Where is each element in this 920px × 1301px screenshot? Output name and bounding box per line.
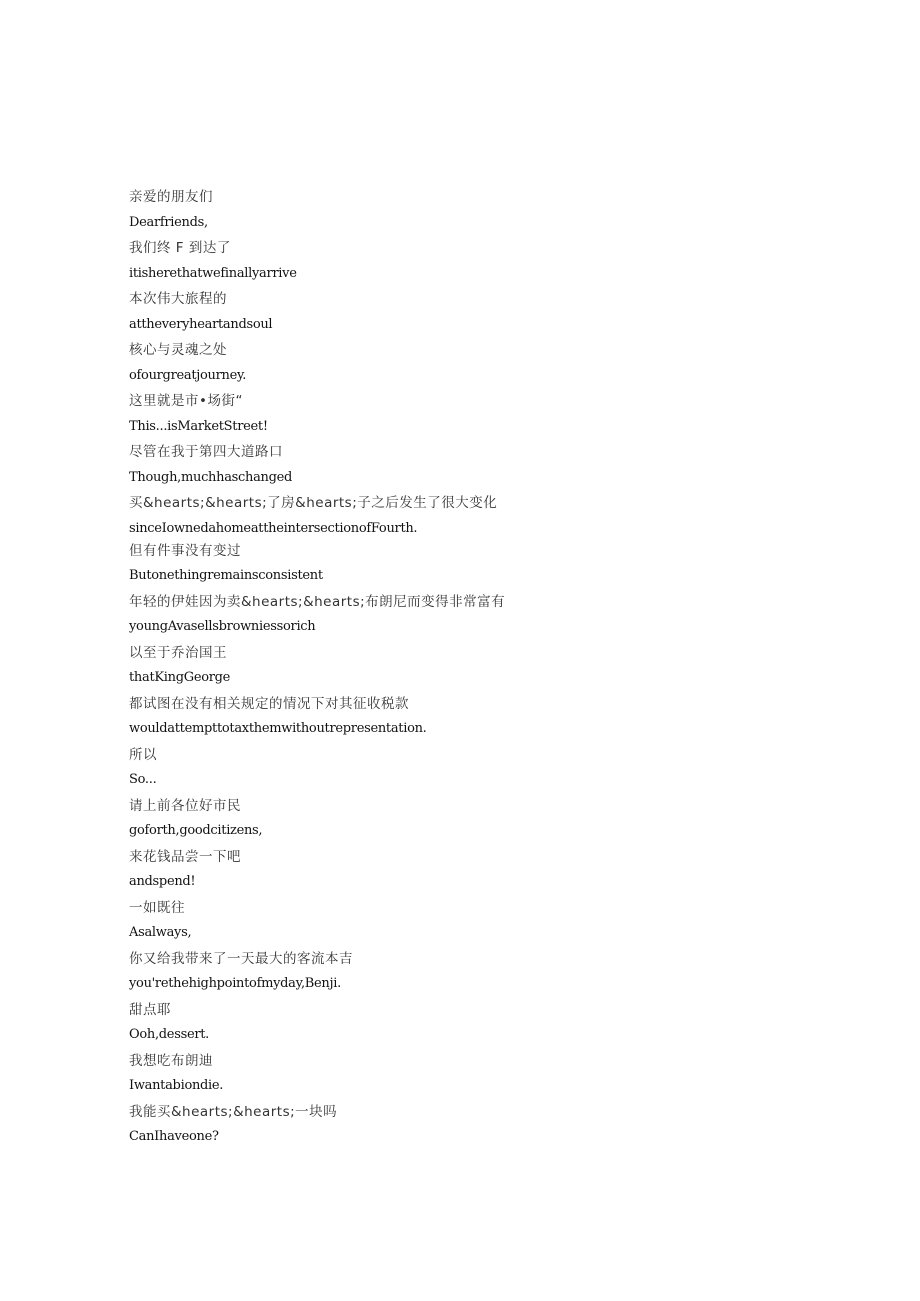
subtitle-line-en: So... bbox=[129, 772, 157, 787]
subtitle-line-zh: 你又给我带来了一天最大的客流本吉 bbox=[129, 950, 353, 967]
subtitle-line-en: Butonethingremainsconsistent bbox=[129, 568, 323, 583]
subtitle-line-zh: 本次伟大旅程的 bbox=[129, 291, 227, 307]
subtitle-line-en: sinceIownedahomeattheintersectionofFourth. bbox=[129, 520, 418, 536]
subtitle-line-en: attheveryheartandsoul bbox=[129, 316, 273, 332]
subtitle-line-en: Iwantabiondie. bbox=[129, 1078, 224, 1093]
subtitle-line-zh: 我能买&hearts;&hearts;一块吗 bbox=[129, 1103, 338, 1120]
subtitle-line-zh: 但有件事没有变过 bbox=[129, 542, 241, 559]
subtitle-line-en: wouldattempttotaxthemwithoutrepresentation. bbox=[129, 721, 427, 736]
subtitle-line-zh: 年轻的伊娃因为卖&hearts;&hearts;布朗尼而变得非常富有 bbox=[129, 593, 506, 610]
subtitle-line-zh: 核心与灵魂之处 bbox=[129, 342, 227, 358]
document-page bbox=[129, 186, 829, 1152]
subtitle-line-zh: 甜点耶 bbox=[129, 1001, 171, 1018]
subtitle-line-en: youngAvasellsbrowniessorich bbox=[129, 619, 316, 634]
subtitle-line-en: This...isMarketStreet! bbox=[129, 418, 268, 434]
subtitle-line-zh: 我们终 F 到达了 bbox=[129, 240, 231, 256]
subtitle-line-zh: 买&hearts;&hearts;了房&hearts;子之后发生了很大变化 bbox=[129, 495, 498, 511]
subtitle-line-en: ofourgreatjourney. bbox=[129, 367, 247, 383]
subtitle-line-zh: 以至于乔治国王 bbox=[129, 644, 227, 661]
subtitle-line-zh: 我想吃布朗迪 bbox=[129, 1052, 213, 1069]
subtitle-line-zh: 都试图在没有相关规定的情况下对其征收税款 bbox=[129, 695, 409, 712]
subtitle-line-en: you'rethehighpointofmyday,Benji. bbox=[129, 976, 341, 991]
subtitle-line-en: goforth,goodcitizens, bbox=[129, 823, 263, 838]
subtitle-line-zh: 来花钱品尝一下吧 bbox=[129, 848, 241, 865]
subtitle-line-en: Though,muchhaschanged bbox=[129, 469, 293, 485]
subtitle-line-zh: 亲爱的朋友们 bbox=[129, 189, 213, 205]
subtitle-line-en: CanIhaveone? bbox=[129, 1129, 219, 1144]
subtitle-line-zh: 这里就是市•场街“ bbox=[129, 393, 243, 409]
subtitle-line-en: itisherethatwefinallyarrive bbox=[129, 265, 297, 281]
subtitle-line-zh: 所以 bbox=[129, 746, 157, 763]
subtitle-line-zh: 尽管在我于第四大道路口 bbox=[129, 444, 283, 460]
subtitle-line-en: thatKingGeorge bbox=[129, 670, 231, 685]
subtitle-line-zh: 一如既往 bbox=[129, 899, 185, 916]
subtitle-line-en: andspend! bbox=[129, 874, 196, 889]
subtitle-line-en: Asalways, bbox=[129, 925, 192, 940]
subtitle-line-en: Dearfriends, bbox=[129, 214, 208, 230]
subtitle-line-en: Ooh,dessert. bbox=[129, 1027, 210, 1042]
subtitle-line-zh: 请上前各位好市民 bbox=[129, 797, 241, 814]
